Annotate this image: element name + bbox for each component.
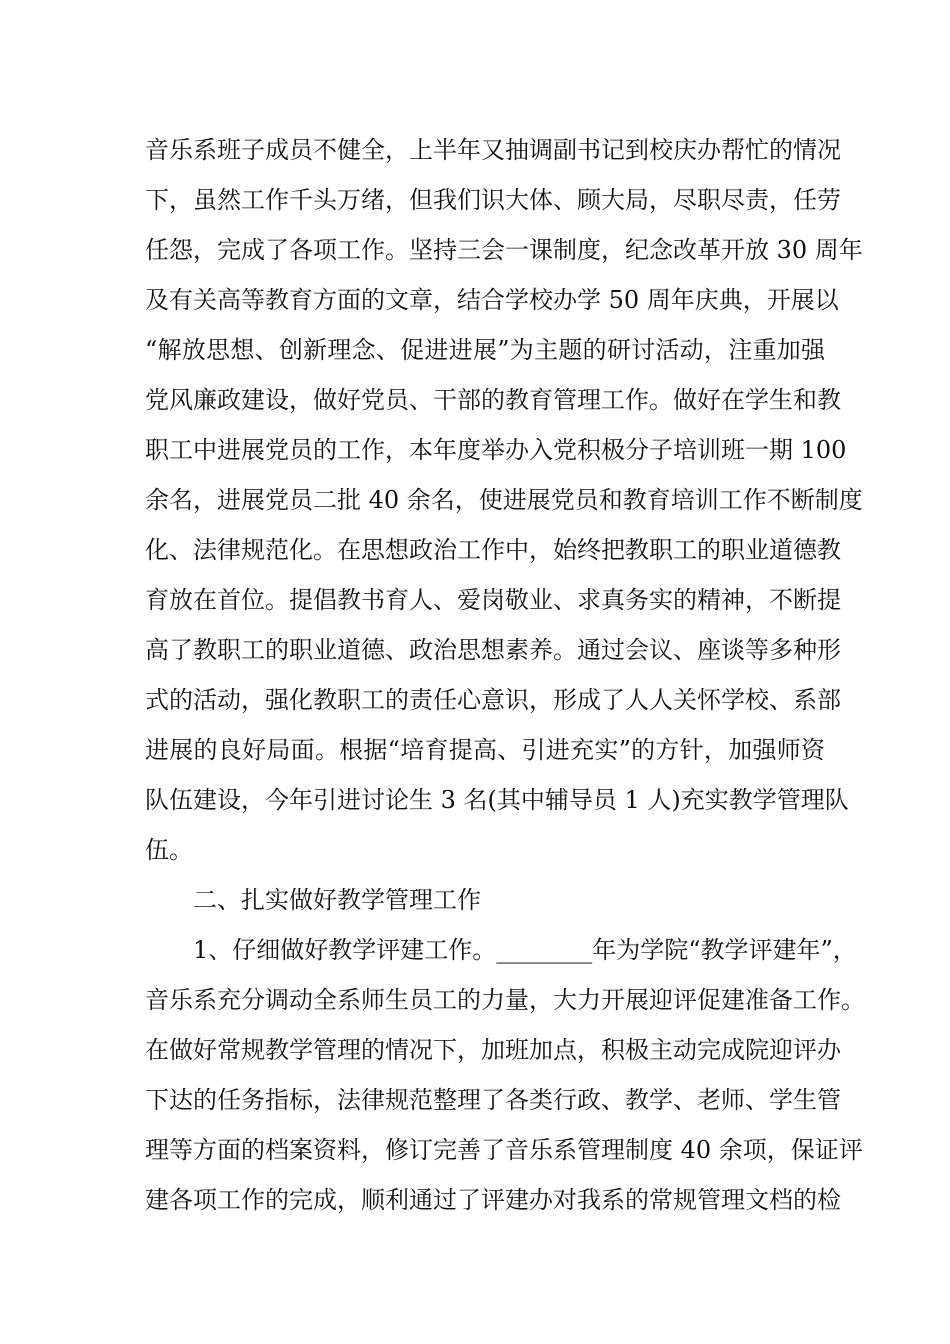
paragraph-line: 队伍建设，今年引进讨论生 3 名(其中辅导员 1 人)充实教学管理队 (145, 786, 849, 814)
paragraph-line: 进展的良好局面。根据“培育提高、引进充实”的方针，加强师资 (145, 736, 825, 764)
paragraph-line: 下，虽然工作千头万绪，但我们识大体、顾大局，尽职尽责，任劳 (145, 186, 841, 214)
paragraph-line: 式的活动，强化教职工的责任心意识，形成了人人关怀学校、系部 (145, 686, 841, 714)
paragraph-line: 下达的任务指标，法律规范整理了各类行政、教学、老师、学生管 (145, 1086, 841, 1114)
paragraph-line: 1、仔细做好教学评建工作。________年为学院“教学评建年”， (193, 936, 857, 964)
paragraph-line: “解放思想、创新理念、促进进展”为主题的研讨活动，注重加强 (145, 336, 825, 364)
paragraph-line: 育放在首位。提倡教书育人、爱岗敬业、求真务实的精神，不断提 (145, 586, 841, 614)
section-heading: 二、扎实做好教学管理工作 (193, 886, 481, 914)
paragraph-line: 伍。 (145, 836, 193, 864)
paragraph-line: 化、法律规范化。在思想政治工作中，始终把教职工的职业道德教 (145, 536, 841, 564)
paragraph-line: 及有关高等教育方面的文章，结合学校办学 50 周年庆典，开展以 (145, 286, 839, 314)
paragraph-line: 余名，进展党员二批 40 余名，使进展党员和教育培训工作不断制度 (145, 486, 863, 514)
paragraph-line: 任怨，完成了各项工作。坚持三会一课制度，纪念改革开放 30 周年 (145, 236, 863, 264)
paragraph-line: 音乐系充分调动全系师生员工的力量，大力开展迎评促建准备工作。 (145, 986, 865, 1014)
paragraph-line: 理等方面的档案资料，修订完善了音乐系管理制度 40 余项，保证评 (145, 1136, 863, 1164)
paragraph-line: 党风廉政建设，做好党员、干部的教育管理工作。做好在学生和教 (145, 386, 841, 414)
paragraph-line: 音乐系班子成员不健全，上半年又抽调副书记到校庆办帮忙的情况 (145, 136, 841, 164)
paragraph-line: 在做好常规教学管理的情况下，加班加点，积极主动完成院迎评办 (145, 1036, 841, 1064)
paragraph-line: 高了教职工的职业道德、政治思想素养。通过会议、座谈等多种形 (145, 636, 841, 664)
paragraph-line: 建各项工作的完成，顺利通过了评建办对我系的常规管理文档的检 (145, 1186, 841, 1214)
paragraph-line: 职工中进展党员的工作，本年度举办入党积极分子培训班一期 100 (145, 436, 847, 464)
